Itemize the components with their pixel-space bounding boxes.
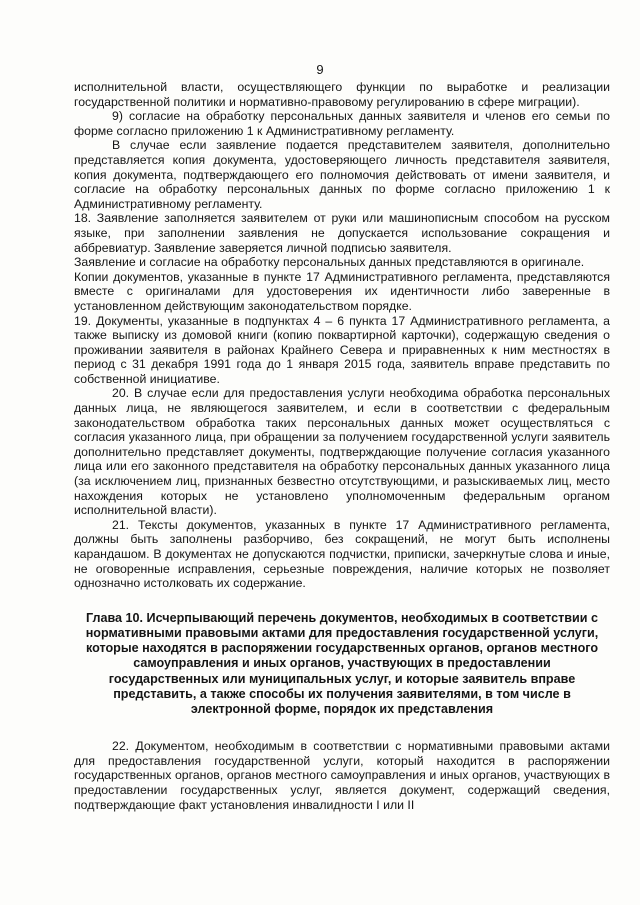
document-body bbox=[74, 80, 610, 812]
paragraph: 20. В случае если для предоставления услуги необходима обработка персональных данных лица, не являющегося заявителем, и если в соответствии с федеральным законодательством обработка таких персональных данных может осуществляться с согласия указанного лица, при обращении за получением государственной услуги заявитель дополнительно представляет документы, подтверждающие получение согласия указанного лица или его законного представителя на обработку персональных данных указанного лица (за исключением лиц, признанных безвестно отсутствующими, и разыскиваемых лиц, место нахождения которых не установлено уполномоченным федеральным органом исполнительной власти). bbox=[74, 386, 610, 518]
paragraph: 18. Заявление заполняется заявителем от руки или машинописным способом на русском языке, при заполнении заявления не допускается использование сокращения и аббревиатур. Заявление заверяется личной подписью заявителя. bbox=[74, 211, 610, 255]
paragraph: Заявление и согласие на обработку персональных данных представляются в оригинале. bbox=[74, 255, 585, 270]
chapter-heading-line: Глава 10. Исчерпывающий перечень документов, необходимых в соответствии с bbox=[85, 610, 599, 625]
paragraph: 19. Документы, указанные в подпунктах 4 – 6 пункта 17 Административного регламента, а также выписку из домовой книги (копию поквартирной карточки), содержащую сведения о проживании заявителя в районах Крайнего Севера и приравненных к ним местностях в период с 31 декабря 1991 года до 1 января 2015 года, заявитель вправе представить по собственной инициативе. bbox=[74, 313, 610, 386]
paragraph: В случае если заявление подается представителем заявителя, дополнительно представляется копия документа, удостоверяющего личность представителя заявителя, копия документа, подтверждающего его полномочия действовать от имени заявителя, и согласие на обработку персональных данных по форме согласно приложению 1 к Административному регламенту. bbox=[74, 138, 610, 211]
chapter-heading-line: представить, а также способы их получения заявителями, в том числе в bbox=[113, 686, 571, 701]
paragraph: 21. Тексты документов, указанных в пункте 17 Административного регламента, должны быть заполнены разборчиво, без сокращений, не могут быть исполнены карандашом. В документах не допускаются подчистки, приписки, зачеркнутые слова и иные, не оговоренные исправления, серьезные повреждения, наличие которых не позволяет однозначно истолковать их содержание. bbox=[74, 517, 610, 591]
paragraph: исполнительной власти, осуществляющего функции по выработке и реализации государственной политики и нормативно-правовому регулированию в сфере миграции). bbox=[74, 80, 610, 109]
paragraph: 9) согласие на обработку персональных данных заявителя и членов его семьи по форме согласно приложению 1 к Административному регламенту. bbox=[74, 109, 610, 138]
chapter-heading bbox=[74, 611, 610, 717]
chapter-heading-line: электронной форме, порядок их представления bbox=[190, 702, 494, 716]
chapter-heading-line: самоуправления и иных органов, участвующих в предоставлении bbox=[133, 656, 551, 671]
chapter-heading-line: нормативными правовыми актами для предоставления государственной услуги, bbox=[85, 625, 599, 640]
chapter-heading-line: государственных или муниципальных услуг, и которые заявитель вправе bbox=[108, 671, 576, 686]
paragraph: 22. Документом, необходимым в соответствии с нормативными правовыми актами для предоставления государственной услуги, который находится в распоряжении государственных органов, органов местного самоуправления и иных органов, участвующих в предоставлении государственных услуг, является документ, содержащий сведения, подтверждающие факт установления инвалидности I или II bbox=[74, 739, 610, 812]
page-number: 9 bbox=[316, 62, 324, 77]
paragraphs-top bbox=[74, 80, 610, 591]
chapter-heading-line: которые находятся в распоряжении государственных органов, органов местного bbox=[85, 641, 599, 656]
paragraphs-bottom bbox=[74, 739, 610, 812]
paragraph: Копии документов, указанные в пункте 17 Административного регламента, представляются вместе с оригиналами для удостоверения их идентичности либо заверенные в установленном действующим законодательством порядке. bbox=[74, 269, 610, 313]
